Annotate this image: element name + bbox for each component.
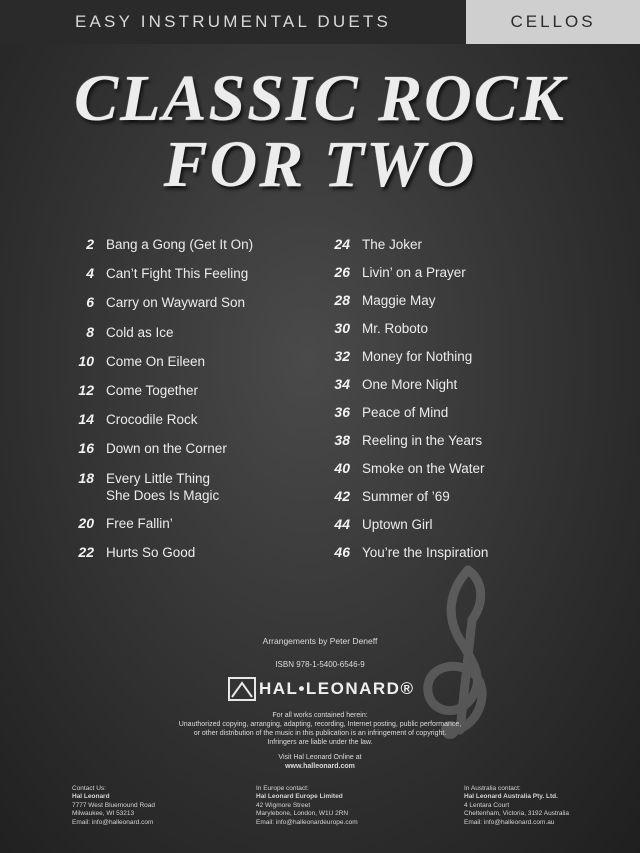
toc-page-number: 14 [78,411,94,428]
toc-song-line: Hurts So Good [106,545,196,560]
toc-song-line: Down on the Corner [106,441,227,457]
toc-song-title [106,353,205,370]
toc-page-number: 16 [78,440,94,457]
toc-song-line: Money for Nothing [362,349,473,364]
notice-line: For all works contained herein: [272,712,368,719]
contact-us [72,785,155,827]
toc-page-number: 10 [78,352,94,369]
toc-song-title [106,265,248,282]
toc-song-title [106,294,245,311]
title-line-1: CLASSIC ROCK [74,62,566,135]
toc-song-line: Bang a Gong (Get It On) [106,237,254,252]
contact-email[interactable]: Email: info@halleonard.com.au [464,818,555,826]
toc-page-number: 26 [334,264,350,280]
contact-email[interactable]: Email: info@halleonardeurope.com [256,818,358,826]
visit-online [100,753,540,771]
toc-song-line: Mr. Roboto [362,321,429,336]
contact-line: Marylebone, London, W1U 2RN [256,810,349,818]
toc-song-title [362,488,450,505]
toc-page-number: 6 [86,294,94,311]
toc-song-line: Come Together [106,383,199,398]
header-bar [0,0,640,44]
logo-mark-icon [228,677,256,701]
notice-line: Unauthorized copying, arranging, adapting, recording, Internet posting, public performance, [178,721,462,728]
toc-song-title [362,404,448,421]
instrument-tab: CELLOS [466,0,640,44]
toc-song-line: Reeling in the Years [362,433,483,448]
toc-song-title [362,264,466,281]
toc-page-number: 36 [334,404,350,420]
book-title [0,62,640,201]
toc-song-line: Livin’ on a Prayer [362,265,466,280]
toc-page-number: 2 [86,236,94,252]
toc-song-line: The Joker [362,237,423,252]
toc-page-number: 18 [78,469,94,486]
toc-song-title [362,292,436,309]
copyright-notice [100,711,540,747]
toc-song-title [362,236,422,253]
notice-line: Infringers are liable under the law. [267,739,373,746]
toc-song-title [106,236,253,253]
toc-song-title [362,432,482,449]
toc-song-title [106,411,198,428]
toc-song-line: She Does Is Magic [106,487,220,503]
toc-song-line: Free Fallin’ [106,515,173,531]
contact-line: Cheltenham, Victoria, 3192 Australia [464,810,570,818]
contact-line: 7777 West Bluemound Road [72,801,155,809]
toc-song-line: Carry on Wayward Son [106,295,246,311]
toc-song-title [106,544,195,561]
toc-page-number: 42 [334,488,350,504]
contact-line: 4 Lentara Court [464,801,510,809]
notice-line: or other distribution of the music in this publication is an infringement of copyright. [193,730,447,737]
title-line-2: FOR TWO [163,128,477,201]
hal-leonard-logo-icon [228,676,428,702]
contact-australia [464,785,569,827]
publisher-logo-text: HAL•LEONARD® [259,679,415,698]
contact-europe [256,785,358,827]
contact-label: In Europe contact: [256,785,309,792]
toc-page-number: 24 [334,236,350,252]
toc-song-title [106,470,219,504]
toc-song-line: Can’t Fight This Feeling [106,266,249,282]
toc-page-number: 34 [334,376,350,392]
toc-song-line: Come On Eileen [106,353,206,369]
toc-song-line: Uptown Girl [362,517,433,532]
contact-line: 42 Wigmore Street [256,801,311,809]
toc-song-title [362,320,428,337]
toc-page-number: 4 [86,265,94,282]
toc-song-title [106,382,198,399]
website-link[interactable]: www.halleonard.com [285,763,355,770]
toc-song-title [362,544,488,561]
arranger-credit: Arrangements by Peter Deneff [262,636,378,646]
toc-page-number: 40 [334,460,350,476]
visit-label: Visit Hal Leonard Online at [278,754,362,761]
toc-song-line: Smoke on the Water [362,461,485,476]
toc-song-line: Cold as Ice [106,324,174,340]
contact-label: Contact Us: [72,785,106,792]
toc-song-line: Crocodile Rock [106,412,198,428]
toc-song-title [106,324,174,341]
contact-label: In Australia contact: [464,785,521,792]
toc-page-number: 30 [334,320,350,336]
contact-email[interactable]: Email: info@halleonard.com [72,818,154,826]
contact-line: Milwaukee, WI 53213 [72,810,135,818]
toc-page-number: 28 [334,292,350,308]
toc-page-number: 44 [334,516,350,532]
series-name: EASY INSTRUMENTAL DUETS [74,12,392,31]
toc-song-line: Peace of Mind [362,405,449,420]
toc-song-title [106,515,173,532]
toc-song-line: Summer of ’69 [362,489,450,504]
contact-name: Hal Leonard [72,793,110,801]
isbn: ISBN 978-1-5400-6546-9 [275,660,365,669]
toc-song-title [362,460,485,477]
toc-page-number: 22 [78,544,94,560]
toc-song-title [362,348,472,365]
toc-page-number: 8 [86,323,94,340]
toc-page-number: 38 [334,432,350,448]
toc-page-number: 32 [334,348,350,364]
toc-song-title [362,376,457,393]
toc-song-line: Maggie May [362,293,436,308]
toc-page-number: 46 [334,544,350,560]
toc-song-title [362,516,433,533]
toc-song-line: One More Night [362,377,458,392]
toc-song-line: Every Little Thing [106,470,211,486]
toc-page-number: 12 [78,382,94,398]
contact-name: Hal Leonard Australia Pty. Ltd. [464,793,558,801]
toc-song-line: You’re the Inspiration [362,545,489,560]
toc-song-title [106,440,227,457]
toc-page-number: 20 [78,514,94,531]
contact-name: Hal Leonard Europe Limited [256,793,343,801]
